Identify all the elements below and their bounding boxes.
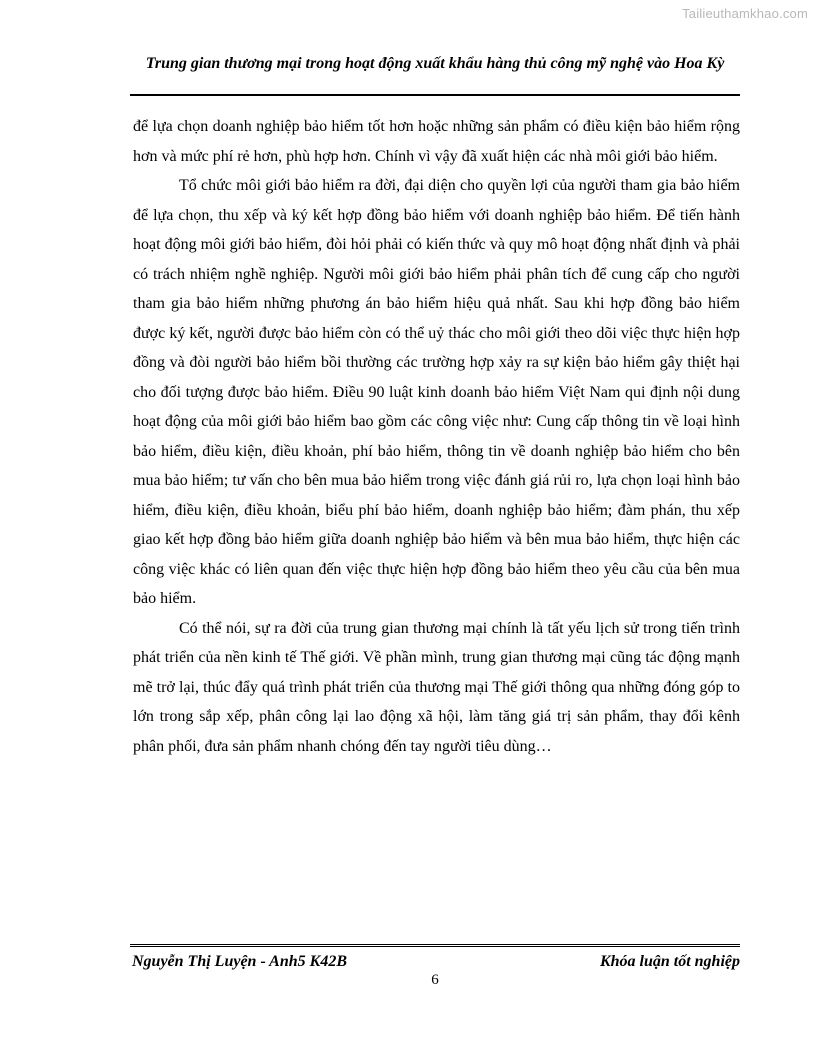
footer-document-type: Khóa luận tốt nghiệp — [599, 953, 740, 970]
page-number: 6 — [431, 972, 439, 988]
body-paragraph: để lựa chọn doanh nghiệp bảo hiểm tốt hơn hoặc những sản phẩm có điều kiện bảo hiểm rộng hơn và mức phí rẻ hơn, phù hợp hơn. Chính vì vậy đã xuất hiện các nhà môi giới bảo hiểm. — [133, 118, 740, 165]
footer-author: Nguyễn Thị Luyện - Anh5 K42B — [132, 953, 347, 970]
running-header-title: Trung gian thương mại trong hoạt động xuất khẩu hàng thủ công mỹ nghệ vào Hoa Kỳ — [145, 55, 725, 72]
body-paragraph: Có thể nói, sự ra đời của trung gian thương mại chính là tất yếu lịch sử trong tiến trình phát triển của nền kinh tế Thế giới. Về phần mình, trung gian thương mại cũng tác động mạnh mẽ trở lại, thúc đẩy quá trình phát triển của thương mại Thế giới thông qua những đóng góp to lớn trong sắp xếp, phân công lại lao động xã hội, làm tăng giá trị sản phẩm, thay đổi kênh phân phối, đưa sản phẩm nhanh chóng đến tay người tiêu dùng… — [133, 619, 740, 755]
watermark-text: Tailieuthamkhao.com — [682, 6, 808, 21]
header-divider — [130, 94, 740, 96]
footer-divider — [130, 944, 740, 949]
page-body — [133, 112, 740, 761]
body-paragraph: Tổ chức môi giới bảo hiểm ra đời, đại diện cho quyền lợi của người tham gia bảo hiểm để lựa chọn, thu xếp và ký kết hợp đồng bảo hiểm với doanh nghiệp bảo hiểm. Để tiến hành hoạt động môi giới bảo hiểm, đòi hỏi phải có kiến thức và quy mô hoạt động nhất định và phải có trách nhiệm nghề nghiệp. Người môi giới bảo hiểm phải phân tích để cung cấp cho người tham gia bảo hiểm những phương án bảo hiểm hiệu quả nhất. Sau khi hợp đồng bảo hiểm được ký kết, người được bảo hiểm còn có thể uỷ thác cho môi giới theo dõi việc thực hiện hợp đồng và đòi người bảo hiểm bồi thường các trường hợp xảy ra sự kiện bảo hiểm gây thiệt hại cho đối tượng được bảo hiểm. Điều 90 luật kinh doanh bảo hiểm Việt Nam qui định nội dung hoạt động của môi giới bảo hiểm bao gồm các công việc như: Cung cấp thông tin về loại hình bảo hiểm, điều kiện, điều khoản, phí bảo hiểm, thông tin về doanh nghiệp bảo hiểm cho bên mua bảo hiểm; tư vấn cho bên mua bảo hiểm trong việc đánh giá rủi ro, lựa chọn loại hình bảo hiểm, điều kiện, điều khoản, biểu phí bảo hiểm, doanh nghiệp bảo hiểm; đàm phán, thu xếp giao kết hợp đồng bảo hiểm giữa doanh nghiệp bảo hiểm và bên mua bảo hiểm, thực hiện các công việc khác có liên quan đến việc thực hiện hợp đồng bảo hiểm theo yêu cầu của bên mua bảo hiểm. — [133, 177, 740, 607]
